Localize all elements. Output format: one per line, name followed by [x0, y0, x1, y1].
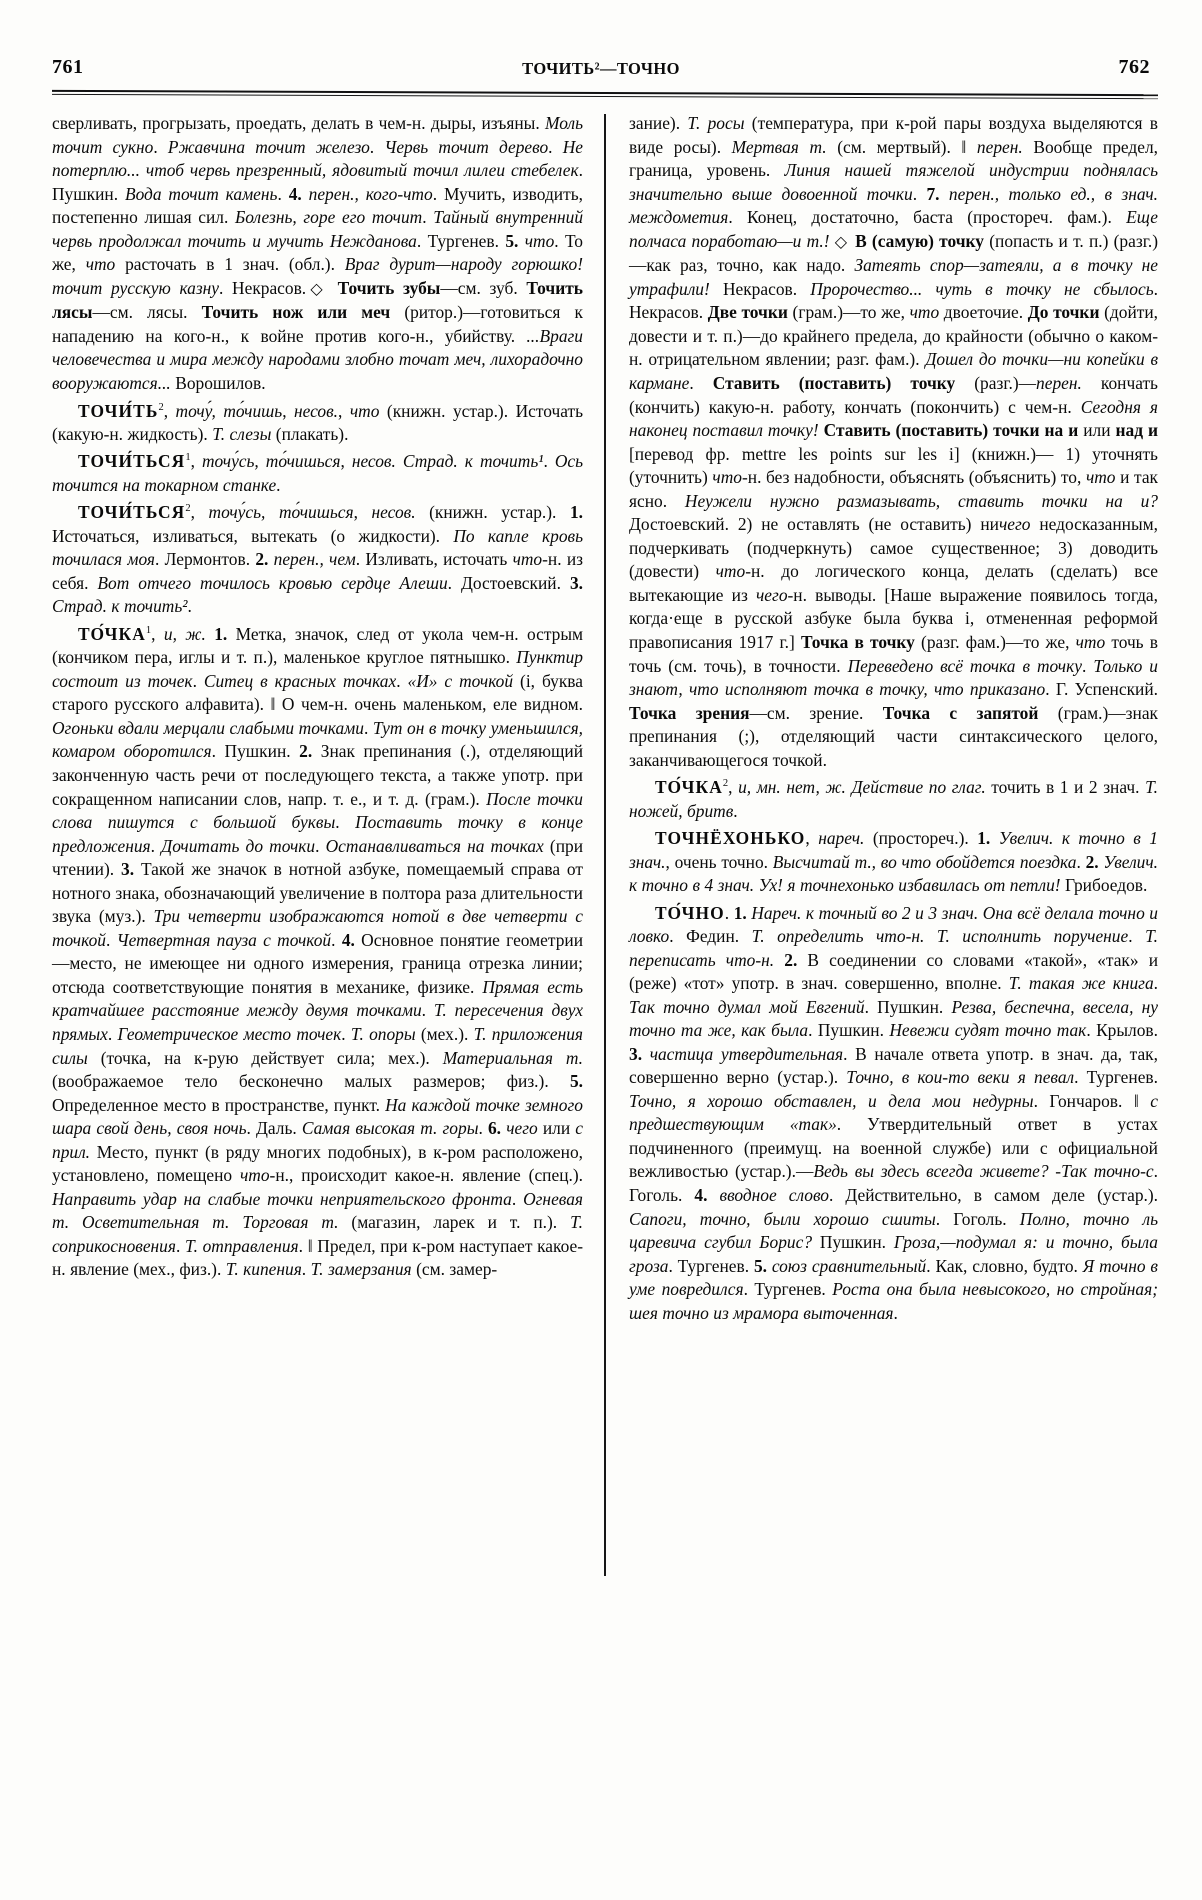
- entry-body: , и, мн. нет, ж. Действие по глаг. точить в 1 и 2 знач. Т. ножей, бритв.: [629, 777, 1158, 821]
- dictionary-entry: [629, 898, 1158, 1326]
- phraseology-diamond-icon: ◇: [306, 280, 329, 298]
- entry-body: , нареч. (простореч.). 1. Увелич. к точно в 1 знач., очень точно. Высчитай т., во что обойдется поездка. 2. Увелич. к точно в 4 знач. Ух! я точнехонько избавилась от петли! Грибоедов.: [629, 828, 1159, 896]
- folio-right: 762: [1118, 56, 1150, 78]
- dictionary-entry: [52, 396, 583, 447]
- header-rule: [52, 90, 1158, 100]
- homonym-index: 2: [722, 778, 729, 790]
- headword: ТОЧИ́ТЬСЯ: [78, 502, 186, 523]
- continuation-text: зание). Т. росы (температура, при к-рой пары воздуха выделяются в виде росы). Мертвая т. (см. мертвый). ‖ перен. Вообще предел, граница, уровень. Линия нашей тяжелой индустрии поднялась значительно выше довоенной точки. 7. перен., только ед., в знач. междометия. Конец, достаточно, баста (простореч. фам.). Еще полчаса поработаю—и т.! ◇ В (самую) точку (попасть и т. п.) (разг.)—как раз, точно, как надо. Затеять спор—затеяли, а в точку не утрафили! Некрасов. Пророчество... чуть в точку не сбылось. Некрасов. Две точки (грам.)—то же, что двоеточие. До точки (дойти, довести и т. п.)—до крайнего предела, до крайности (обычно о каком-н. отрицательном явлении; разг. фам.). Дошел до точки—ни копейки в кармане. Ставить (поставить) точку (разг.)—перен. кончать (кончить) какую-н. работу, кончать (покончить) с чем-н. Сегодня я наконец поставил точку! Ставить (поставить) точки на и или над и [перевод фр. mettre les points sur les i] (книжн.)— 1) уточнять (уточнить) что-н. без надобности, объяснять (объяснить) то, что и так ясно. Неужели нужно размазывать, ставить точки на и? Достоевский. 2) не оставлять (не оставить) ничего недосказанным, подчеркивать (подчеркнуть) самое существенное; 3) доводить (довести) что-н. до логического конца, делать (сделать) все вытекающие из чего-н. выводы. [Наше выражение появилось тогда, когда·еще в русской азбуке была буква i, отмененная реформой правописания 1917 г.] Точка в точку (разг. фам.)—то же, что точь в точь (см. точь), в точности. Переведено всё точка в точку. Только и знают, что исполняют точка в точку, что приказано. Г. Успенский. Точка зрения—см. зрение. Точка с запятой (грам.)—знак препинания (;), отделяющий части синтаксического целого, заканчивающегося точкой.: [629, 113, 1159, 770]
- dictionary-entry: [629, 772, 1158, 823]
- headword: ТО́ЧНО: [655, 902, 725, 923]
- entry-body: , точу́сь, то́чишься, несов. (книжн. устар.). 1. Источаться, изливаться, вытекать (о жидкости). По капле кровь точилася моя. Лермонтов. 2. перен., чем. Изливать, источать что-н. из себя. Вот отчего точилось кровью сердце Алеши. Достоевский. 3. Страд. к точить².: [52, 502, 584, 617]
- phraseology-diamond-icon: ◇: [834, 233, 850, 251]
- columns-container: [52, 112, 1158, 1866]
- dictionary-entry: [52, 446, 583, 497]
- entry-body: , точу́сь, то́чишься, несов. Страд. к точить¹. Ось точится на токарном станке.: [52, 451, 584, 495]
- continuation-text: сверливать, прогрызать, проедать, делать в чем-н. дыры, изъяны. Моль точит сукно. Ржавчина точит железо. Червь точит дерево. Не потерплю... чтоб червь презренный, ядовитый точил лилеи стебелек. Пушкин. Вода точит камень. 4. перен., кого-что. Мучить, изводить, постепенно лишая сил. Болезнь, горе его точит. Тайный внутренний червь продолжал точить и мучить Нежданова. Тургенев. 5. что. То же, что расточать в 1 знач. (обл.). Враг дурит—народу горюшко! точит русскую казну. Некрасов.◇ Точить зубы—см. зуб. Точить лясы—см. лясы. Точить нож или меч (ритор.)—готовиться к нападению на кого-н., к войне против кого-н., убийству. ...Враги человечества и мира между народами злобно точат меч, лихорадочно вооружаются... Ворошилов.: [52, 113, 584, 394]
- page-header: [52, 56, 1150, 86]
- homonym-index: 2: [185, 503, 191, 515]
- entry-body: . 1. Нареч. к точный во 2 и 3 знач. Она всё делала точно и ловко. Федин. Т. определить что-н. Т. исполнить поручение. Т. переписать что-н. 2. В соединении со словами «такой», «так» и (реже) «тот» употр. в знач. совершенно, вполне. Т. такая же книга. Так точно думал мой Евгений. Пушкин. Резва, беспечна, весела, ну точно та же, как была. Пушкин. Невежи судят точно так. Крылов. 3. частица утвердительная. В начале ответа употр. в знач. да, так, совершенно верно (устар.). Точно, в кои-то веки я певал. Тургенев. Точно, я хорошо обставлен, и дела мои недурны. Гончаров. ‖ с предшествующим «так». Утвердительный ответ в устах подчиненного (преимущ. на военной службе) или с официальной вежливостью (устар.).—Ведь вы здесь всегда живете? -Так точно-с. Гоголь. 4. вводное слово. Действительно, в самом деле (устар.). Сапоги, точно, были хорошо сшиты. Гоголь. Полно, точно ль царевича сгубил Борис? Пушкин. Гроза,—подумал я: и точно, была гроза. Тургенев. 5. союз сравнительный. Как, словно, будто. Я точно в уме повредился. Тургенев. Роста она была невысокого, но стройная; шея точно из мрамора выточенная.: [629, 902, 1159, 1323]
- folio-left: 761: [52, 56, 84, 78]
- headword: ТО́ЧКА: [78, 623, 146, 644]
- dictionary-entry: [52, 619, 583, 1282]
- homonym-index: 1: [185, 452, 191, 464]
- right-column: [605, 112, 1158, 1866]
- headword: ТОЧИ́ТЬСЯ: [78, 451, 186, 472]
- entry-continuation: [629, 112, 1158, 772]
- dictionary-entry: [629, 823, 1158, 897]
- homonym-index: 2: [158, 401, 164, 413]
- dictionary-entry: [52, 497, 583, 619]
- entry-continuation: [52, 112, 583, 396]
- entry-body: , точу́, то́чишь, несов., что (книжн. устар.). Источать (какую-н. жидкость). Т. слезы (плакать).: [52, 400, 584, 444]
- entry-body: , и, ж. 1. Метка, значок, след от укола чем-н. острым (кончиком пера, иглы и т. п.), маленькое круглое пятнышко. Пунктир состоит из точек. Ситец в красных точках. «И» с точкой (i, буква старого русского алфавита). ‖ О чем-н. очень маленьком, еле видном. Огоньки вдали мерцали слабыми точками. Тут он в точку уменьшился, комаром оборотился. Пушкин. 2. Знак препинания (.), отделяющий законченную часть речи от последующего текста, а также употр. при сокращенном написании слов, напр. т. е., и т. д. (грам.). После точки слова пишутся с большой буквы. Поставить точку в конце предложения. Дочитать до точки. Останавливаться на точках (при чтении). 3. Такой же значок в нотной азбуке, помещаемый справа от нотного знака, обозначающий увеличение в полтора раза длительности звука (муз.). Три четверти изображаются нотой в две четверти с точкой. Четвертная пауза с точкой. 4. Основное понятие геометрии—место, не имеющее ни одного измерения, граница отрезка линии; отсюда соответствующие понятия в механике, физике. Прямая есть кратчайшее расстояние между двумя точками. Т. пересечения двух прямых. Геометрическое место точек. Т. опоры (мех.). Т. приложения силы (точка, на к-рую действует сила; мех.). Материальная т. (воображаемое тело бесконечно малых размеров; физ.). 5. Определенное место в пространстве, пункт. На каждой точке земного шара свой день, своя ночь. Даль. Самая высокая т. горы. 6. чего или с прил. Место, пункт (в ряду многих подобных), в к-ром расположено, установлено, помещено что-н., происходит какое-н. явление (спец.). Направить удар на слабые точки неприятельского фронта. Огневая т. Осветительная т. Торговая т. (магазин, ларек и т. п.). Т. соприкосновения. Т. отправления. ‖ Предел, при к-ром наступает какое-н. явление (мех., физ.). Т. кипения. Т. замерзания (см. замер-: [52, 623, 584, 1280]
- homonym-index: 1: [145, 624, 152, 636]
- running-head: ТОЧИТЬ²—ТОЧНО: [522, 59, 680, 78]
- headword: ТОЧИ́ТЬ: [78, 400, 159, 421]
- headword: ТО́ЧКА: [655, 777, 723, 798]
- column-divider: [604, 114, 606, 1576]
- left-column: [52, 112, 605, 1866]
- headword: ТОЧНЁХОНЬКО: [655, 828, 806, 848]
